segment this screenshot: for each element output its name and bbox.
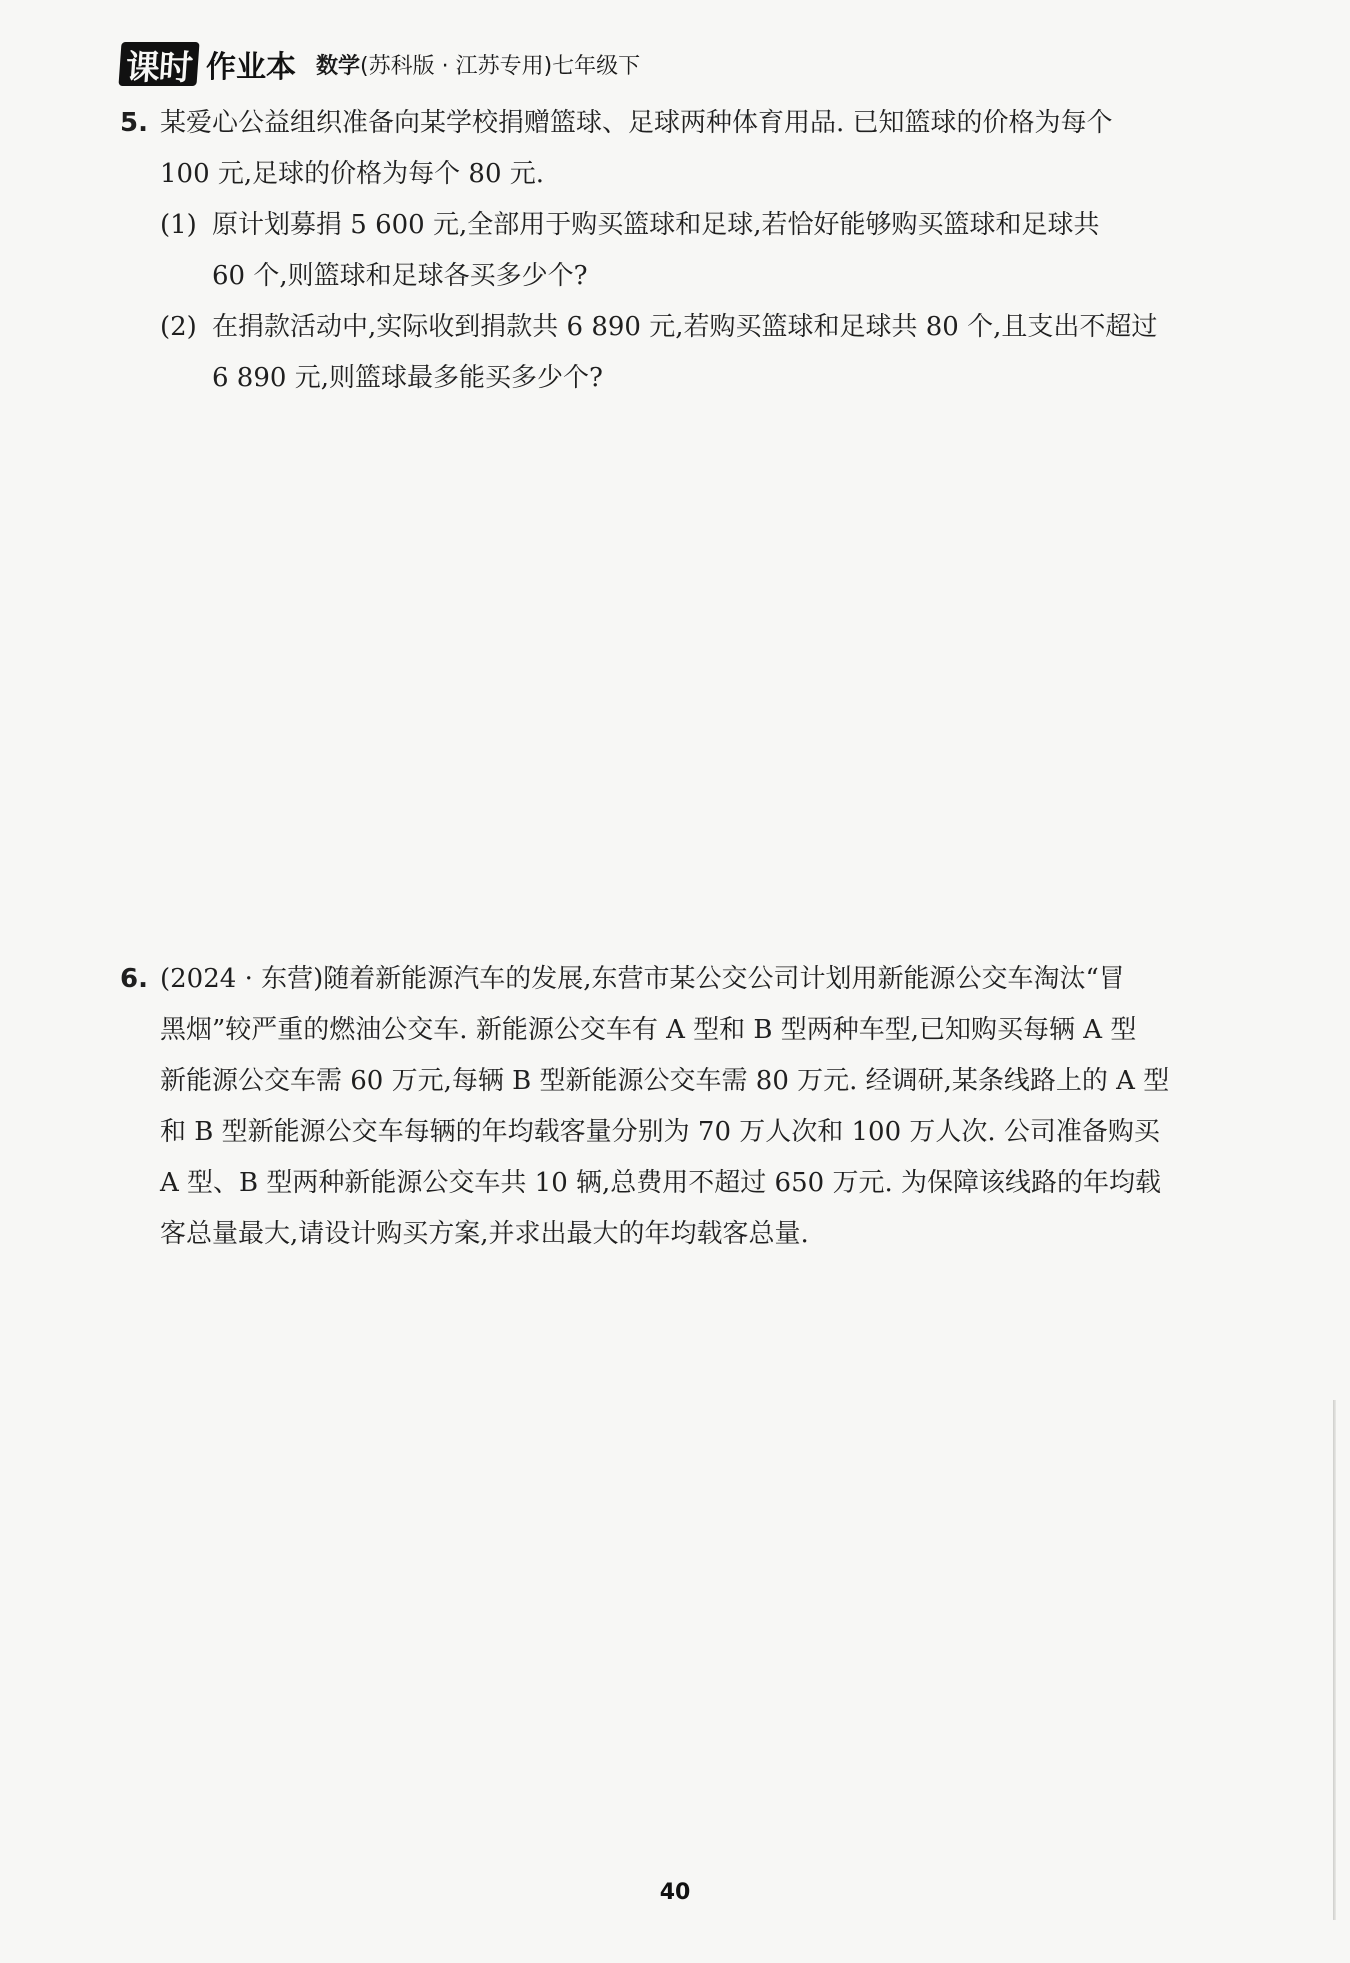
page-header: [120, 42, 640, 86]
problem-number: 5.: [120, 108, 148, 138]
problem-text: (2024 · 东营)随着新能源汽车的发展,东营市某公交公司计划用新能源公交车淘汰“冒: [160, 964, 1125, 994]
part-text: 原计划募捐 5 600 元,全部用于购买篮球和足球,若恰好能够购买篮球和足球共: [212, 210, 1100, 240]
problem-5-line-1: [120, 98, 1270, 149]
problem-6-line-3: 新能源公交车需 60 万元,每辆 B 型新能源公交车需 80 万元. 经调研,某条线路上的 A 型: [160, 1066, 1170, 1096]
problem-6-line-5: A 型、B 型两种新能源公交车共 10 辆,总费用不超过 650 万元. 为保障该线路的年均载: [160, 1168, 1161, 1198]
problem-5-part-1-line-2: 60 个,则篮球和足球各买多少个?: [212, 261, 588, 291]
edition-label: (苏科版 · 江苏专用)七年级下: [360, 53, 641, 79]
part-text: 在捐款活动中,实际收到捐款共 6 890 元,若购买篮球和足球共 80 个,且支出不超过: [212, 312, 1158, 342]
part-label: (1): [160, 210, 197, 240]
problem-5-line-2: 100 元,足球的价格为每个 80 元.: [160, 159, 545, 189]
series-logo: 课时: [118, 42, 199, 86]
series-title: 作业本: [206, 50, 296, 85]
problem-5-part-1-line-1: [120, 200, 1270, 251]
page-number: 40: [659, 1880, 691, 1905]
problem-6-line-4: 和 B 型新能源公交车每辆的年均载客量分别为 70 万人次和 100 万人次. 公司准备购买: [160, 1117, 1160, 1147]
problem-text: 某爱心公益组织准备向某学校捐赠篮球、足球两种体育用品. 已知篮球的价格为每个: [160, 108, 1113, 138]
problem-6: [120, 954, 1270, 1260]
problem-6-line-1: [120, 954, 1270, 1005]
page-edge-shadow: [1333, 1400, 1336, 1920]
part-label: (2): [160, 312, 197, 342]
subject-label: 数学: [316, 53, 361, 79]
problem-5-part-2-line-2: 6 890 元,则篮球最多能买多少个?: [212, 363, 603, 393]
problem-6-line-6: 客总量最大,请设计购买方案,并求出最大的年均载客总量.: [160, 1219, 809, 1249]
problem-5: [120, 98, 1270, 404]
problem-5-part-2-line-1: [120, 302, 1270, 353]
problem-number: 6.: [120, 964, 148, 994]
problem-6-line-2: 黑烟”较严重的燃油公交车. 新能源公交车有 A 型和 B 型两种车型,已知购买每辆 A 型: [160, 1015, 1137, 1045]
